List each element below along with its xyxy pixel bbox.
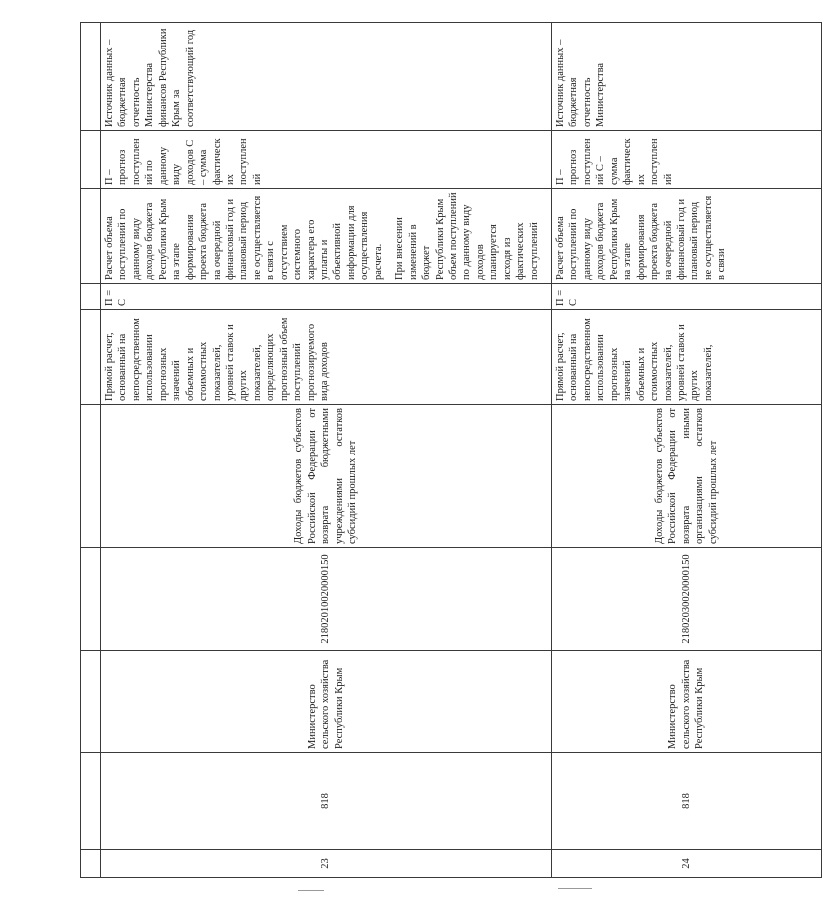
algorithm-paragraph: Расчет объема поступлений по данному виду доходов бюджета Республики Крым на этапе формирования проекта бюджета на очередной финансовый год и плановый период не осуществляется в связи с отсутствием системного характера его уплаты и объективной информации для осуществления расчета. — [104, 195, 384, 280]
revenue-name: Доходы бюджетов субъектов Российской Федерации от возврата иными организациями остатков субсидий прошлых лет — [552, 405, 822, 548]
revenue-name: Доходы бюджетов субъектов Российской Федерации от возврата бюджетными учреждениями остатков субсидий прошлых лет — [101, 405, 552, 548]
calculation-algorithm — [101, 189, 552, 284]
table-spacer-row — [81, 23, 101, 878]
revenue-forecast-table — [80, 22, 822, 878]
spacer-cell — [81, 651, 101, 753]
kbk-code: 21802030020000150 — [552, 548, 822, 651]
data-source: Источник данных – бюджетная отчетность Министерства — [552, 23, 822, 131]
rotated-table-wrapper — [80, 23, 728, 878]
spacer-cell — [81, 753, 101, 850]
spacer-cell — [81, 23, 101, 131]
spacer-cell — [81, 850, 101, 878]
table-row — [552, 23, 822, 878]
admin-code: 818 — [552, 753, 822, 850]
row-number: 24 — [552, 850, 822, 878]
formula-legend: П – прогноз поступлений по данному виду доходов С – сумма фактических поступлений — [101, 131, 552, 189]
formula: П = С — [552, 284, 822, 310]
forecast-method: Прямой расчет, основанный на непосредственном использовании прогнозных значений объемных и стоимостных показателей, уровней ставок и других показателей, — [552, 310, 822, 405]
formula: П = С — [101, 284, 552, 310]
spacer-cell — [81, 189, 101, 284]
data-source: Источник данных – бюджетная отчетность Министерства финансов Республики Крым за соответствующий год — [101, 23, 552, 131]
administrator-name: Министерство сельского хозяйства Республики Крым — [101, 651, 552, 753]
admin-code: 818 — [101, 753, 552, 850]
row-number: 23 — [101, 850, 552, 878]
forecast-method: Прямой расчет, основанный на непосредственном использовании прогнозных значений объемных и стоимостных показателей, уровней ставок и других показателей, определяющих прогнозный объем поступлений прогнозируемого вида доходов — [101, 310, 552, 405]
spacer-cell — [81, 548, 101, 651]
calculation-algorithm: Расчет объема поступлений по данному виду доходов бюджета Республики Крым на этапе формирования проекта бюджета на очередной финансовый год и плановый период не осуществляется в связи — [552, 189, 822, 284]
spacer-cell — [81, 284, 101, 310]
formula-legend: П – прогноз поступлений С – сумма фактических поступлений — [552, 131, 822, 189]
spacer-cell — [81, 405, 101, 548]
kbk-code: 21802010020000150 — [101, 548, 552, 651]
spacer-cell — [81, 310, 101, 405]
scan-mark — [558, 888, 592, 889]
algorithm-paragraph: При внесении изменений в бюджет Республики Крым объем поступлений по данному виду доходов планируется исходя из фактических поступлений — [394, 192, 540, 280]
table-row — [101, 23, 552, 878]
spacer-cell — [81, 131, 101, 189]
scan-mark — [298, 890, 324, 891]
administrator-name: Министерство сельского хозяйства Республики Крым — [552, 651, 822, 753]
